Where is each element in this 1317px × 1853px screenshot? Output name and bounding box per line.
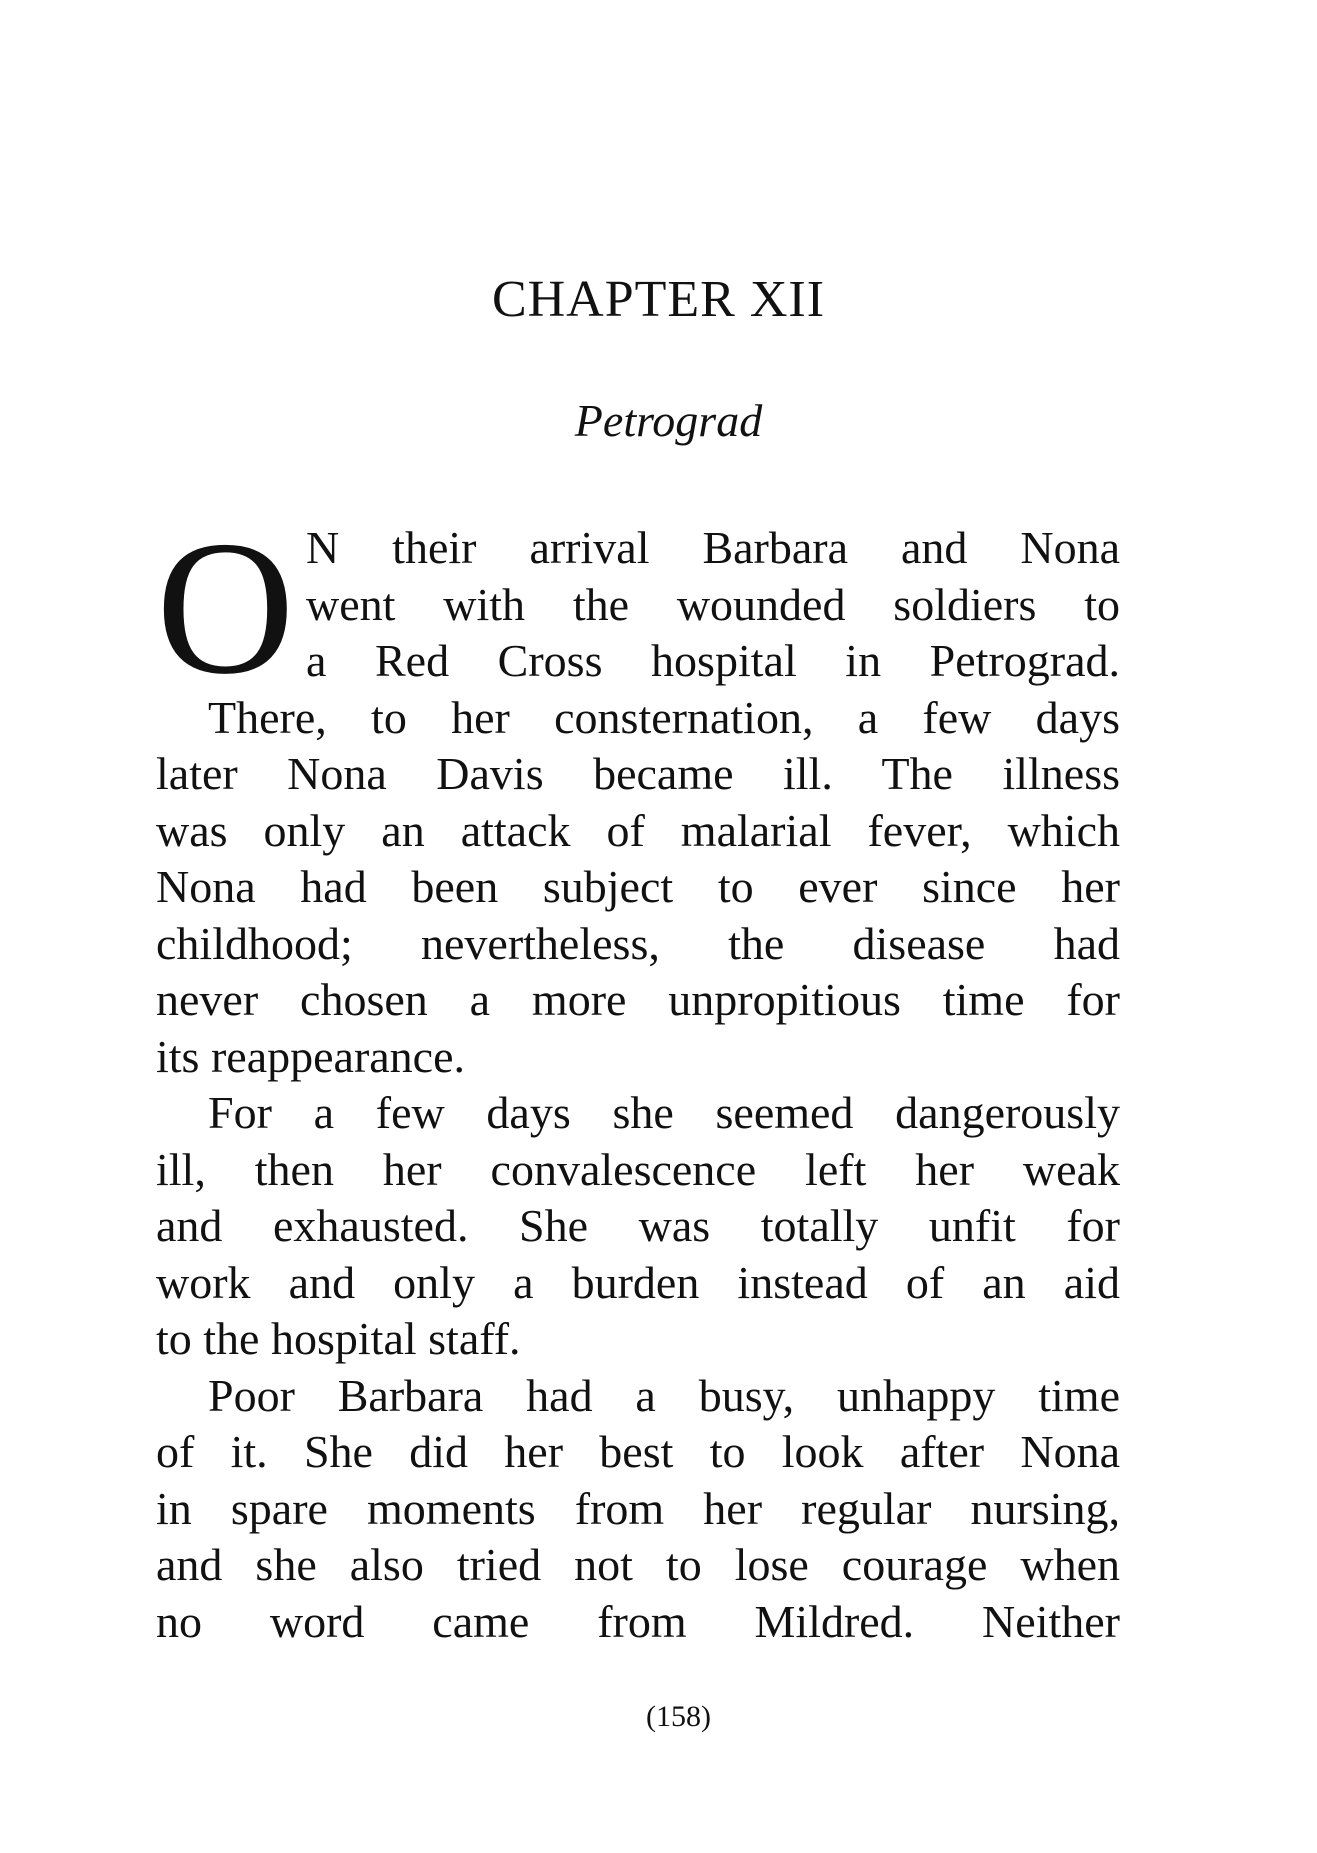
text-line: Nona had been subject to ever since her — [156, 861, 1120, 912]
chapter-title: Petrograd — [574, 395, 763, 446]
text-line: later Nona Davis became ill. The illness — [156, 748, 1120, 799]
text-line: Poor Barbara had a busy, unhappy time — [208, 1369, 1120, 1421]
text-line: childhood; nevertheless, the disease had — [156, 917, 1120, 969]
text-line: of it. She did her best to look after Nona — [156, 1426, 1120, 1477]
text-line: a Red Cross hospital in Petrograd. — [306, 635, 1120, 686]
text-line: went with the wounded soldiers to — [306, 578, 1120, 630]
text-line: and she also tried not to lose courage when — [156, 1539, 1120, 1590]
body-text — [156, 520, 1120, 1650]
text-line: For a few days she seemed dangerously — [208, 1087, 1120, 1138]
text-line: ill, then her convalescence left her weak — [156, 1143, 1120, 1195]
text-line: was only an attack of malarial fever, which — [156, 804, 1120, 856]
text-line: There, to her consternation, a few days — [208, 691, 1120, 743]
chapter-heading: CHAPTER XII — [491, 271, 826, 328]
text-line: work and only a burden instead of an aid — [156, 1256, 1120, 1308]
text-line: its reappearance. — [156, 1030, 466, 1082]
text-line: to the hospital staff. — [156, 1313, 521, 1364]
text-line: in spare moments from her regular nursing, — [156, 1482, 1120, 1534]
text-line: never chosen a more unpropitious time for — [156, 974, 1120, 1025]
text-line: no word came from Mildred. Neither — [156, 1595, 1120, 1647]
drop-cap-letter: O — [156, 501, 295, 714]
text-line: and exhausted. She was totally unfit for — [156, 1200, 1120, 1251]
page-number: (158) — [646, 1700, 711, 1733]
text-line: N their arrival Barbara and Nona — [306, 522, 1120, 573]
